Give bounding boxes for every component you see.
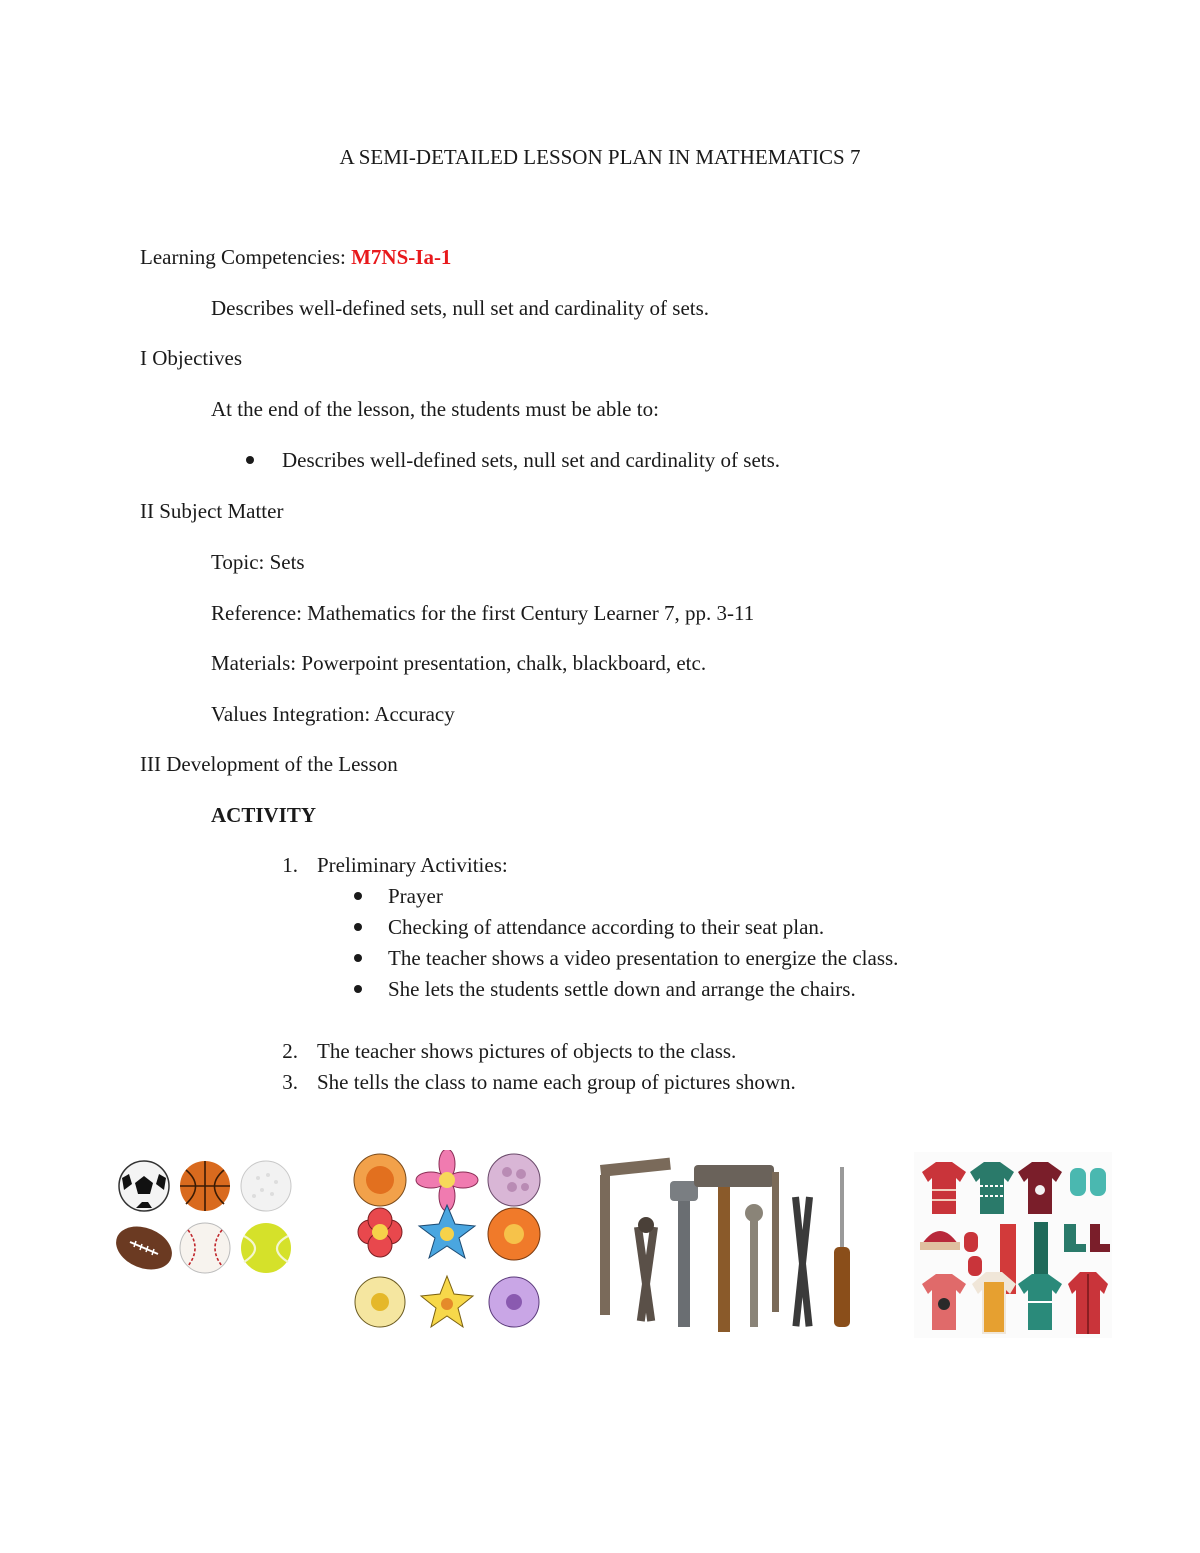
bullet-icon xyxy=(354,892,362,900)
green-scarf-icon xyxy=(1034,1222,1048,1282)
competency-code: M7NS-Ia-1 xyxy=(351,245,452,269)
clothes-picture xyxy=(914,1152,1112,1338)
tools-picture xyxy=(594,1157,866,1337)
screwdriver-icon xyxy=(834,1167,850,1327)
competencies-line xyxy=(140,244,451,270)
bullet-icon xyxy=(354,923,362,931)
preliminary-item: Checking of attendance according to their seat plan. xyxy=(388,915,825,939)
baseball-icon xyxy=(180,1223,230,1273)
development-heading: III Development of the Lesson xyxy=(140,752,398,776)
step-text: She tells the class to name each group of pictures shown. xyxy=(317,1070,796,1094)
yellow-flower-icon xyxy=(355,1277,405,1327)
lilac-flower-icon xyxy=(488,1154,540,1206)
pliers-icon xyxy=(634,1217,658,1322)
yellow-star-flower-icon xyxy=(421,1276,473,1327)
hammer-icon xyxy=(694,1165,774,1332)
values-line: Values Integration: Accuracy xyxy=(211,702,455,726)
step-text: Preliminary Activities: xyxy=(317,853,508,877)
nippers-icon xyxy=(792,1197,813,1327)
objective-item: Describes well-defined sets, null set and cardinality of sets. xyxy=(282,448,781,472)
preliminary-item: She lets the students settle down and arrange the chairs. xyxy=(388,977,856,1001)
adjustable-wrench-icon xyxy=(670,1181,698,1327)
drill-bit-icon xyxy=(772,1172,779,1312)
football-icon xyxy=(112,1219,178,1278)
materials-line: Materials: Powerpoint presentation, chalk, blackboard, etc. xyxy=(211,651,707,675)
orange-flower-icon xyxy=(354,1154,406,1206)
balls-picture xyxy=(112,1158,297,1278)
competencies-label: Learning Competencies: xyxy=(140,245,352,269)
soccer-ball-icon xyxy=(119,1161,169,1211)
tennis-ball-icon xyxy=(241,1223,291,1273)
activity-heading: ACTIVITY xyxy=(211,803,317,827)
step-number: 1. xyxy=(282,853,298,877)
orange-daisy-icon xyxy=(488,1208,540,1260)
purple-flower-icon xyxy=(489,1277,539,1327)
step-number: 2. xyxy=(282,1039,298,1063)
page-title: A SEMI-DETAILED LESSON PLAN IN MATHEMATICS 7 xyxy=(339,145,861,169)
reference-line: Reference: Mathematics for the first Century Learner 7, pp. 3-11 xyxy=(211,601,755,625)
preliminary-item: The teacher shows a video presentation to energize the class. xyxy=(388,946,899,970)
competency-description: Describes well-defined sets, null set and cardinality of sets. xyxy=(211,296,710,320)
topic-line: Topic: Sets xyxy=(211,550,305,574)
blue-flower-icon xyxy=(419,1205,475,1258)
golf-ball-icon xyxy=(241,1161,291,1211)
subject-matter-heading: II Subject Matter xyxy=(140,499,284,523)
red-flower-icon xyxy=(358,1208,402,1257)
objectives-heading: I Objectives xyxy=(140,346,243,370)
pink-flower-icon xyxy=(416,1150,478,1211)
bullet-icon xyxy=(246,456,254,464)
step-number: 3. xyxy=(282,1070,298,1094)
step-text: The teacher shows pictures of objects to the class. xyxy=(317,1039,737,1063)
bullet-icon xyxy=(354,985,362,993)
basketball-icon xyxy=(180,1161,230,1211)
bullet-icon xyxy=(354,954,362,962)
flowers-picture xyxy=(347,1150,547,1330)
preliminary-item: Prayer xyxy=(388,884,443,908)
spanner-icon xyxy=(745,1204,763,1327)
objectives-intro: At the end of the lesson, the students must be able to: xyxy=(211,397,659,421)
